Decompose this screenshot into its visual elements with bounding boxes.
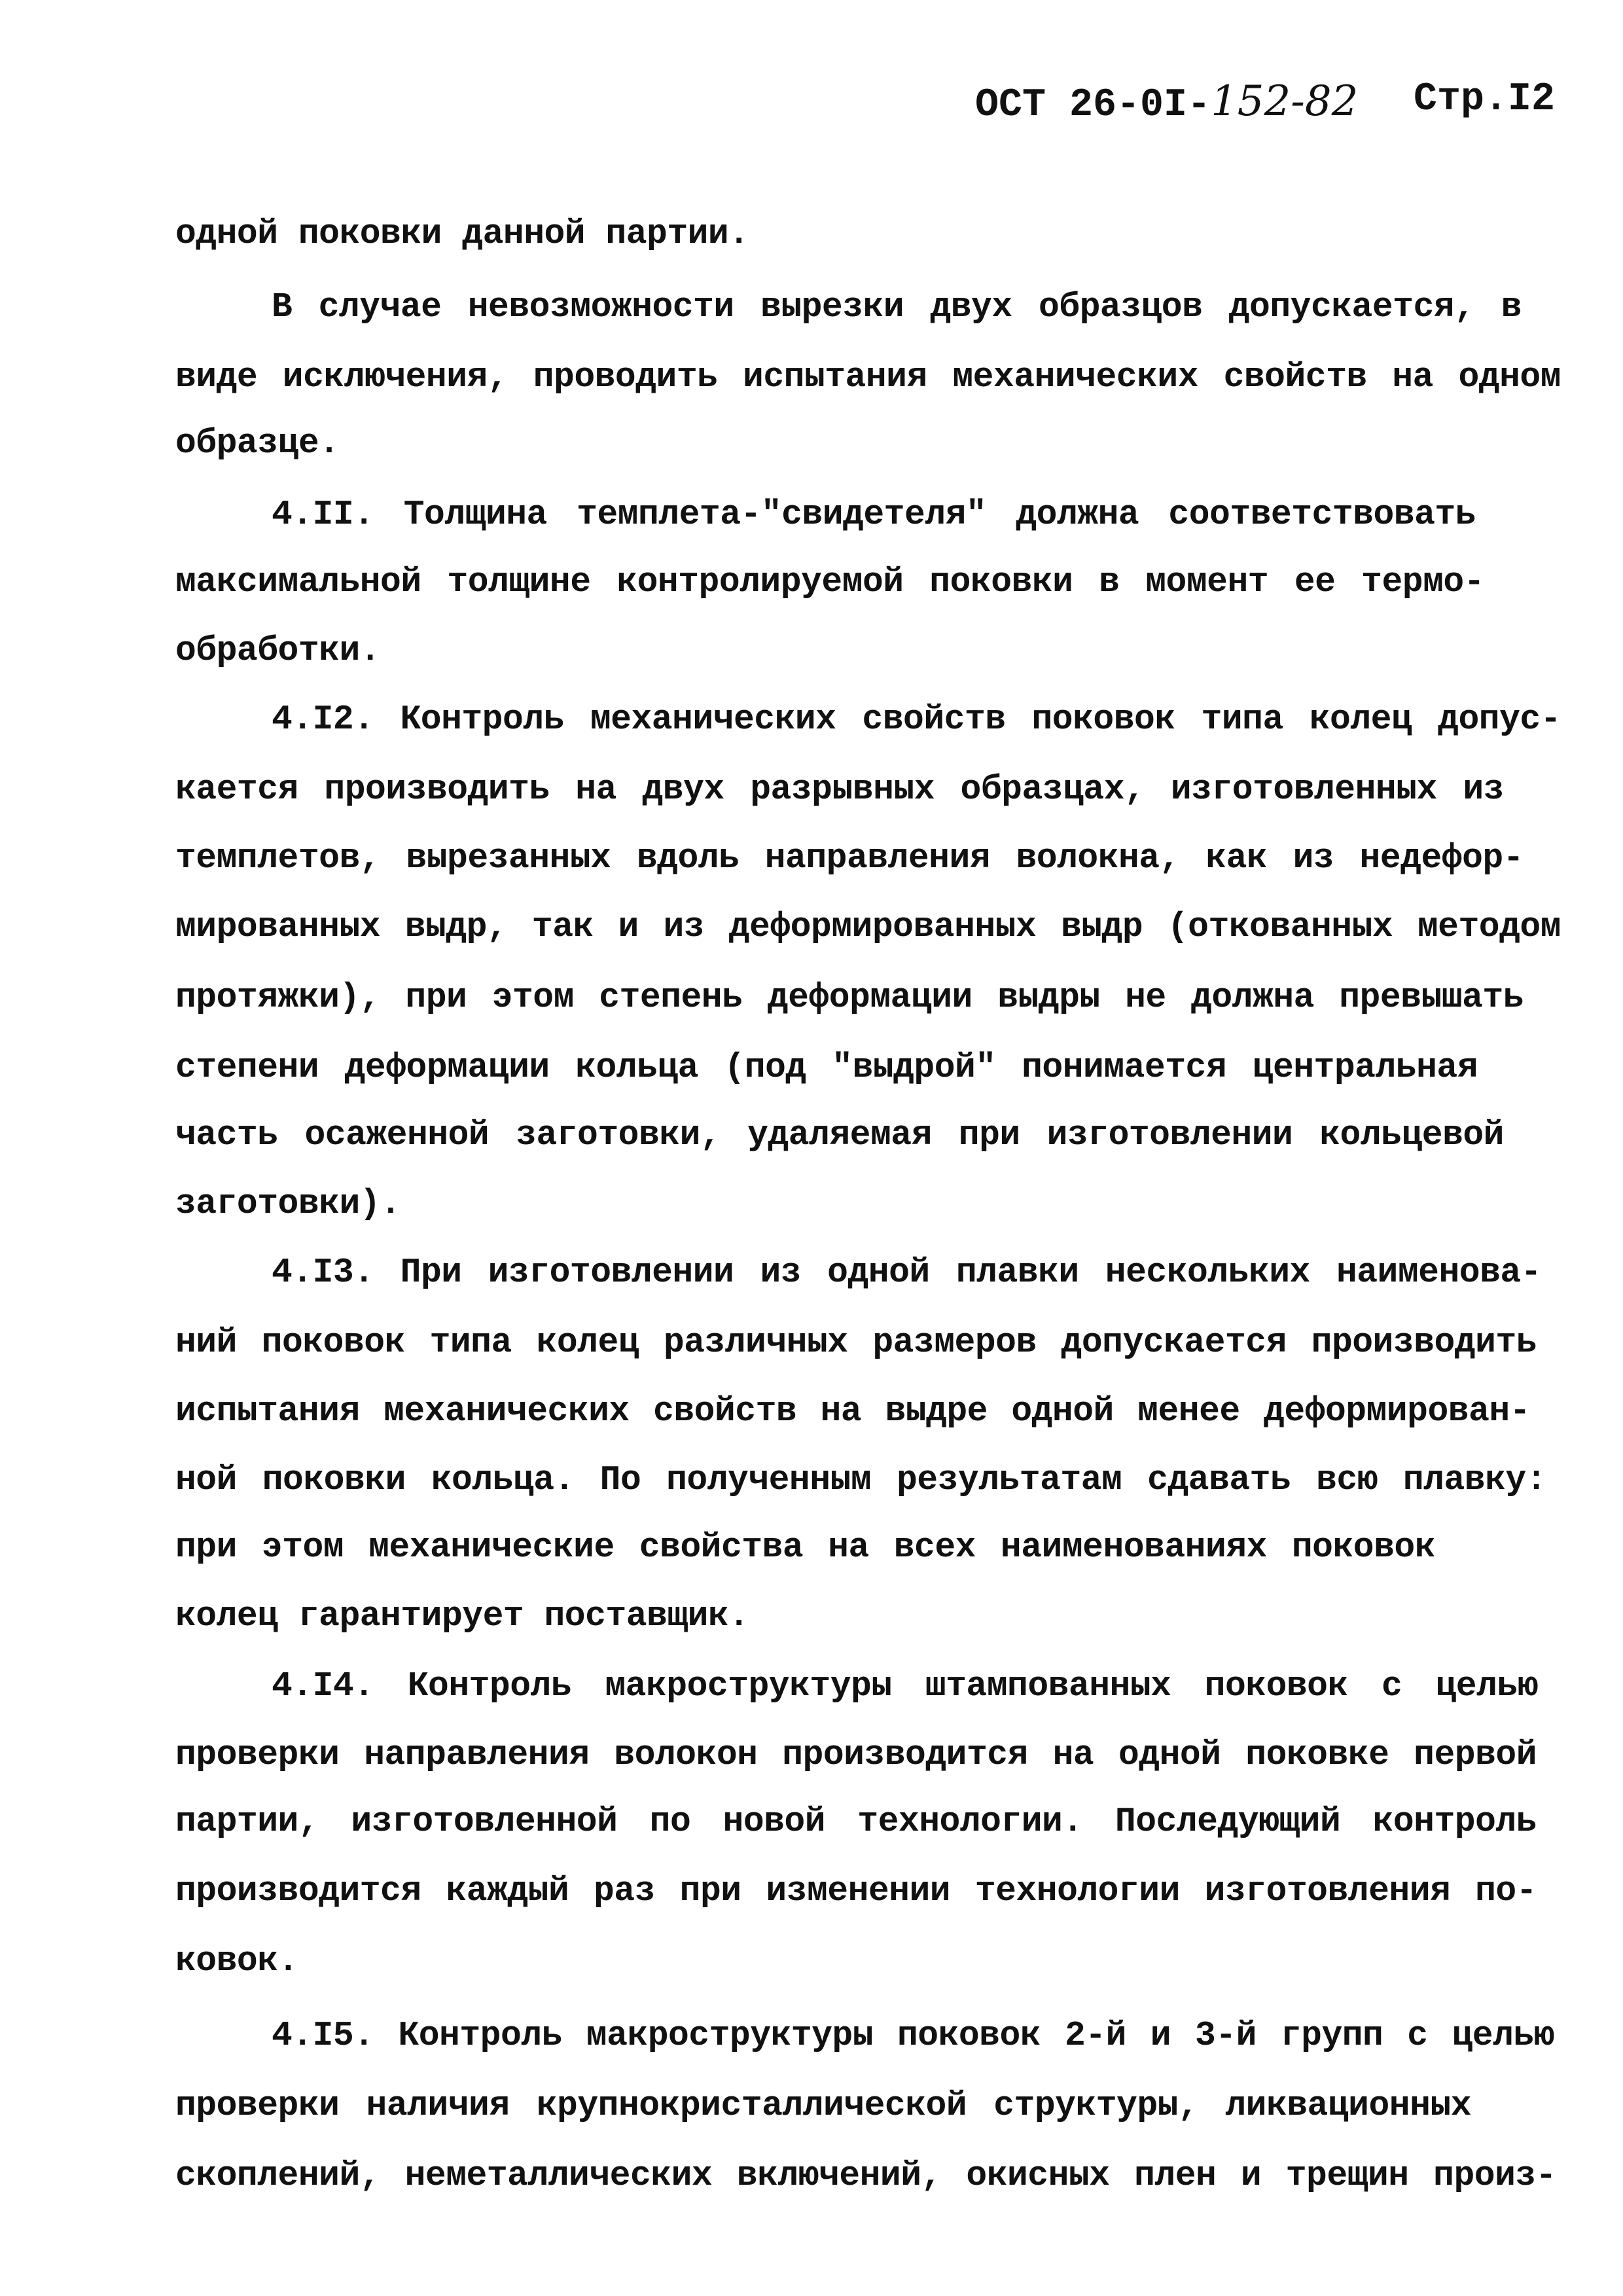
text-line: одной поковки данной партии. [175, 214, 749, 253]
text-line: заготовки). [175, 1184, 401, 1223]
text-line: 4.I5. Контроль макроструктуры поковок 2-й и 3-й групп с целью [272, 2016, 1554, 2055]
text-line: партии, изготовленной по новой технологии. Последующий контроль [175, 1802, 1537, 1841]
text-line: темплетов, вырезанных вдоль направления волокна, как из недефор- [175, 838, 1524, 878]
standard-number-prefix: ОСТ 26-0I- [975, 83, 1211, 128]
text-line: мированных выдр, так и из деформированных выдр (откованных методом [175, 907, 1561, 946]
text-line: протяжки), при этом степень деформации выдры не должна превышать [175, 978, 1524, 1017]
text-line: кается производить на двух разрывных образцах, изготовленных из [175, 770, 1504, 809]
text-line: виде исключения, проводить испытания механических свойств на одном [175, 357, 1561, 397]
text-line: производится каждый раз при изменении технологии изготовления по- [175, 1871, 1537, 1910]
text-line: образце. [175, 423, 340, 463]
standard-number-handwritten: 152-82 [1211, 77, 1359, 126]
text-line: ний поковок типа колец различных размеров допускается производить [175, 1323, 1537, 1362]
text-line: максимальной толщине контролируемой поковки в момент ее термо- [175, 562, 1484, 601]
text-line: проверки направления волокон производится на одной поковке первой [175, 1735, 1537, 1774]
text-line: обработки. [175, 631, 381, 670]
text-line: проверки наличия крупнокристаллической структуры, ликвационных [175, 2086, 1471, 2125]
page-number: Стр.I2 [1414, 77, 1556, 122]
text-line: часть осаженной заготовки, удаляемая при изготовлении кольцевой [175, 1115, 1504, 1155]
text-line: ной поковки кольца. По полученным результатам сдавать всю плавку: [175, 1460, 1546, 1499]
text-line: степени деформации кольца (под "выдрой" понимается центральная [175, 1048, 1478, 1087]
text-line: при этом механические свойства на всех наименованиях поковок [175, 1528, 1435, 1567]
text-line: 4.I3. При изготовлении из одной плавки нескольких наименова- [272, 1253, 1541, 1292]
text-line: скоплений, неметаллических включений, окисных плен и трещин произ- [175, 2156, 1556, 2195]
text-line: 4.II. Толщина темплета-"свидетеля" должна соответствовать [272, 495, 1476, 534]
page-header [975, 77, 1358, 128]
text-line: 4.I4. Контроль макроструктуры штампованных поковок с целью [272, 1666, 1538, 1706]
text-line: колец гарантирует поставщик. [175, 1596, 749, 1636]
text-line: В случае невозможности вырезки двух образцов допускается, в [272, 287, 1522, 327]
text-line: 4.I2. Контроль механических свойств поковок типа колец допус- [272, 700, 1561, 739]
text-line: испытания механических свойств на выдре одной менее деформирован- [175, 1391, 1530, 1431]
text-line: ковок. [175, 1941, 298, 1981]
